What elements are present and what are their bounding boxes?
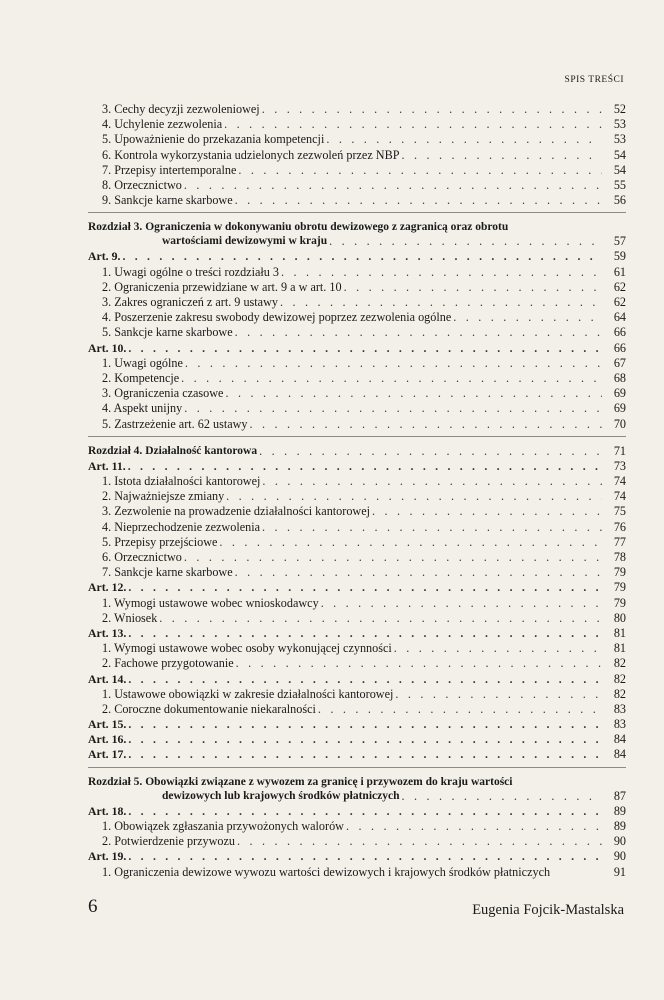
leader-dots	[281, 265, 602, 280]
entry-title: 1. Wymogi ustawowe wobec osoby wykonującej czynności	[102, 641, 392, 656]
leader-dots	[128, 748, 602, 763]
entry-title: Art. 12.	[88, 580, 127, 595]
entry-title: 5. Przepisy przejściowe	[102, 534, 218, 549]
page-number: 90	[613, 849, 626, 864]
leader-dots	[128, 580, 602, 595]
leader-dots	[280, 295, 602, 310]
leader-dots	[128, 341, 602, 356]
page-number: 55	[613, 177, 626, 192]
page-number: 77	[613, 534, 626, 549]
page-number-footer: 6	[88, 896, 98, 917]
chapter-4-heading[interactable]	[88, 444, 626, 459]
page-number: 69	[613, 386, 626, 401]
page-number: 67	[613, 355, 626, 370]
entry-title: 3. Zezwolenie na prowadzenie działalności kantorowej	[102, 504, 371, 519]
page-number: 76	[613, 519, 626, 534]
entry-title: 1. Ograniczenia dewizowe wywozu wartości dewizowych i krajowych środków płatniczych	[102, 864, 551, 879]
chapter-title-cont: wartościami dewizowymi w kraju	[162, 235, 328, 248]
entry-title: 2. Ograniczenia przewidziane w art. 9 a w art. 10	[102, 279, 342, 294]
leader-dots	[219, 535, 602, 550]
entry-title: Art. 14.	[88, 671, 127, 686]
leader-dots	[262, 520, 602, 535]
toc-article-entry[interactable]	[88, 672, 626, 687]
page-number: 80	[613, 610, 626, 625]
toc-entry[interactable]	[88, 386, 626, 401]
leader-dots	[128, 732, 602, 747]
toc-entry[interactable]	[88, 178, 626, 193]
page-number: 69	[613, 401, 626, 416]
entry-title: 2. Wniosek	[102, 610, 158, 625]
leader-dots	[344, 280, 602, 295]
toc-entry[interactable]	[88, 117, 626, 132]
leader-dots	[346, 819, 602, 834]
leader-dots	[329, 234, 602, 249]
entry-title: Art. 9.	[88, 249, 121, 264]
page-number: 82	[613, 671, 626, 686]
entry-title: Art. 10.	[88, 340, 127, 355]
entry-title: 4. Aspekt unijny	[102, 401, 183, 416]
leader-dots	[185, 356, 602, 371]
toc-article-entry[interactable]	[88, 804, 626, 819]
table-of-contents	[88, 102, 626, 880]
toc-entry[interactable]	[88, 132, 626, 147]
toc-entry[interactable]	[88, 148, 626, 163]
leader-dots	[237, 834, 602, 849]
page-number: 70	[613, 416, 626, 431]
toc-entry[interactable]	[88, 641, 626, 656]
toc-entry[interactable]	[88, 565, 626, 580]
entry-title: 1. Ustawowe obowiązki w zakresie działalności kantorowej	[102, 686, 394, 701]
chapter-3-heading[interactable]	[88, 220, 626, 249]
chapter-title	[88, 444, 257, 459]
toc-article-entry[interactable]	[88, 580, 626, 595]
entry-title: 2. Coroczne dokumentowanie niekaralności	[102, 701, 316, 716]
page-number: 62	[613, 295, 626, 310]
leader-dots	[128, 804, 602, 819]
leader-dots	[235, 565, 602, 580]
toc-article-entry[interactable]	[88, 459, 626, 474]
toc-section-continued	[88, 102, 626, 208]
entry-title: 1. Uwagi ogólne o treści rozdziału 3	[102, 264, 280, 279]
page-number: 64	[613, 310, 626, 325]
toc-entry[interactable]	[88, 865, 626, 880]
entry-title: Art. 15.	[88, 717, 127, 732]
toc-article-entry[interactable]	[88, 748, 626, 763]
entry-title: 1. Wymogi ustawowe wobec wnioskodawcy	[102, 595, 319, 610]
entry-title: 1. Istota działalności kantorowej	[102, 474, 261, 489]
toc-entry[interactable]	[88, 265, 626, 280]
leader-dots	[128, 849, 602, 864]
leader-dots	[128, 459, 602, 474]
page-number: 54	[613, 162, 626, 177]
leader-dots	[224, 117, 602, 132]
entry-title: Art. 13.	[88, 626, 127, 640]
leader-dots	[259, 444, 602, 459]
page-number: 52	[613, 102, 626, 116]
toc-entry[interactable]	[88, 401, 626, 416]
entry-title: 4. Uchylenie zezwolenia	[102, 117, 223, 132]
chapter-label: Rozdział 4.	[88, 444, 143, 457]
page-number: 57	[613, 234, 626, 249]
entry-title: 6. Kontrola wykorzystania udzielonych zezwoleń przez NBP	[102, 147, 400, 162]
toc-entry[interactable]	[88, 356, 626, 371]
page-number: 84	[613, 732, 626, 747]
toc-entry[interactable]	[88, 371, 626, 386]
leader-dots	[250, 417, 602, 432]
toc-entry[interactable]	[88, 596, 626, 611]
leader-dots	[184, 401, 602, 416]
page-number: 89	[613, 819, 626, 834]
leader-dots	[238, 163, 602, 178]
leader-dots	[453, 310, 602, 325]
page-number: 59	[613, 249, 626, 264]
page-number: 83	[613, 717, 626, 732]
toc-entry[interactable]	[88, 834, 626, 849]
page-number: 90	[613, 834, 626, 849]
leader-dots	[225, 386, 602, 401]
chapter-5-entries	[88, 804, 626, 880]
leader-dots	[122, 250, 602, 265]
entry-title: 1. Uwagi ogólne	[102, 355, 183, 370]
leader-dots	[184, 550, 602, 565]
toc-article-entry[interactable]	[88, 626, 626, 641]
chapter-title-text: Działalność kantorowa	[145, 444, 258, 457]
leader-dots	[318, 702, 602, 717]
entry-title: 8. Orzecznictwo	[102, 177, 182, 192]
entry-title: Art. 19.	[88, 849, 127, 864]
page-number: 81	[613, 626, 626, 640]
page-number: 54	[613, 147, 626, 162]
leader-dots	[321, 596, 602, 611]
entry-title: Art. 18.	[88, 803, 127, 818]
leader-dots	[159, 611, 602, 626]
page-number: 83	[613, 701, 626, 716]
leader-dots	[401, 789, 602, 804]
chapter-label: Rozdział 3.	[88, 221, 143, 234]
page-number: 81	[613, 641, 626, 656]
page-number: 71	[613, 443, 626, 458]
entry-title: 5. Upoważnienie do przekazania kompetencji	[102, 132, 325, 147]
entry-title: 7. Sankcje karne skarbowe	[102, 565, 233, 580]
page-number: 53	[613, 117, 626, 132]
entry-title: 9. Sankcje karne skarbowe	[102, 193, 233, 208]
page-number: 62	[613, 279, 626, 294]
leader-dots	[226, 489, 602, 504]
entry-title: 3. Zakres ograniczeń z art. 9 ustawy	[102, 295, 278, 310]
toc-entry[interactable]	[88, 310, 626, 325]
running-header: SPIS TREŚCI	[564, 75, 624, 85]
entry-title: Art. 11.	[88, 458, 126, 473]
toc-entry[interactable]	[88, 819, 626, 834]
page-number: 68	[613, 371, 626, 385]
entry-title: 5. Sankcje karne skarbowe	[102, 325, 233, 340]
leader-dots	[401, 148, 602, 163]
toc-entry[interactable]	[88, 474, 626, 489]
toc-entry[interactable]	[88, 325, 626, 340]
chapter-4-entries	[88, 459, 626, 763]
page-number: 61	[613, 264, 626, 279]
divider	[88, 212, 626, 213]
page-number: 89	[613, 803, 626, 818]
leader-dots	[235, 325, 602, 340]
entry-title: 1. Obowiązek zgłaszania przywożonych walorów	[102, 819, 344, 834]
leader-dots	[326, 132, 602, 147]
entry-title: 2. Najważniejsze zmiany	[102, 489, 225, 504]
chapter-title-cont: dewizowych lub krajowych środków płatniczych	[162, 789, 400, 802]
leader-dots	[181, 371, 602, 386]
toc-article-entry[interactable]	[88, 732, 626, 747]
toc-entry[interactable]	[88, 505, 626, 520]
toc-article-entry[interactable]	[88, 849, 626, 864]
divider	[88, 767, 626, 768]
chapter-5-heading[interactable]	[88, 775, 626, 804]
chapter-label: Rozdział 5.	[88, 775, 143, 788]
entry-title: Art. 17.	[88, 747, 127, 762]
toc-entry[interactable]	[88, 520, 626, 535]
page-number: 84	[613, 747, 626, 762]
entry-title: Art. 16.	[88, 732, 127, 747]
divider	[88, 436, 626, 437]
page-number: 73	[613, 458, 626, 473]
toc-entry[interactable]	[88, 702, 626, 717]
toc-entry[interactable]	[88, 687, 626, 702]
toc-entry[interactable]	[88, 102, 626, 117]
page-number: 66	[613, 340, 626, 355]
leader-dots	[394, 641, 602, 656]
page-number: 56	[613, 193, 626, 208]
leader-dots	[184, 178, 602, 193]
page-number: 74	[613, 489, 626, 504]
toc-entry[interactable]	[88, 163, 626, 178]
entry-title: 4. Nieprzechodzenie zezwolenia	[102, 519, 261, 534]
entry-title: 2. Potwierdzenie przywozu	[102, 834, 236, 849]
toc-entry[interactable]	[88, 280, 626, 295]
entry-title: 2. Fachowe przygotowanie	[102, 656, 234, 671]
page-number: 74	[613, 474, 626, 489]
toc-entry[interactable]	[88, 550, 626, 565]
toc-entry[interactable]	[88, 656, 626, 671]
page-number: 53	[613, 132, 626, 147]
page-number: 66	[613, 325, 626, 340]
leader-dots	[262, 474, 602, 489]
toc-entry[interactable]	[88, 295, 626, 310]
chapter-title: Obowiązki związane z wywozem za granicę i przywozem do kraju wartości	[145, 775, 513, 788]
page-number: 91	[613, 864, 626, 879]
leader-dots	[262, 102, 602, 117]
toc-article-entry[interactable]	[88, 341, 626, 356]
page-number: 79	[613, 580, 626, 595]
toc-entry[interactable]	[88, 489, 626, 504]
entry-title: 5. Zastrzeżenie art. 62 ustawy	[102, 416, 248, 431]
toc-entry[interactable]	[88, 611, 626, 626]
leader-dots	[235, 193, 602, 208]
toc-entry[interactable]	[88, 417, 626, 432]
entry-title: 3. Ograniczenia czasowe	[102, 386, 224, 401]
leader-dots	[128, 672, 602, 687]
page-number: 79	[613, 595, 626, 610]
entry-title: 2. Kompetencje	[102, 371, 180, 385]
toc-article-entry[interactable]	[88, 717, 626, 732]
page-number: 78	[613, 550, 626, 565]
entry-title: 7. Przepisy intertemporalne	[102, 162, 237, 177]
leader-dots	[395, 687, 602, 702]
leader-dots	[372, 505, 602, 520]
page-number: 82	[613, 656, 626, 671]
toc-entry[interactable]	[88, 535, 626, 550]
leader-dots	[128, 717, 602, 732]
page-number: 75	[613, 504, 626, 519]
toc-article-entry[interactable]	[88, 250, 626, 265]
chapter-title: Ograniczenia w dokonywaniu obrotu dewizowego z zagranicą oraz obrotu	[145, 221, 509, 234]
leader-dots	[128, 626, 602, 641]
entry-title: 4. Poszerzenie zakresu swobody dewizowej poprzez zezwolenia ogólne	[102, 310, 452, 325]
entry-title: 3. Cechy decyzji zezwoleniowej	[102, 102, 260, 116]
page-number: 79	[613, 565, 626, 580]
page-number: 82	[613, 686, 626, 701]
leader-dots	[236, 656, 602, 671]
page-number: 87	[613, 788, 626, 803]
author-name: Eugenia Fojcik-Mastalska	[472, 902, 624, 918]
toc-entry[interactable]	[88, 193, 626, 208]
entry-title: 6. Orzecznictwo	[102, 550, 182, 565]
chapter-3-entries	[88, 250, 626, 432]
